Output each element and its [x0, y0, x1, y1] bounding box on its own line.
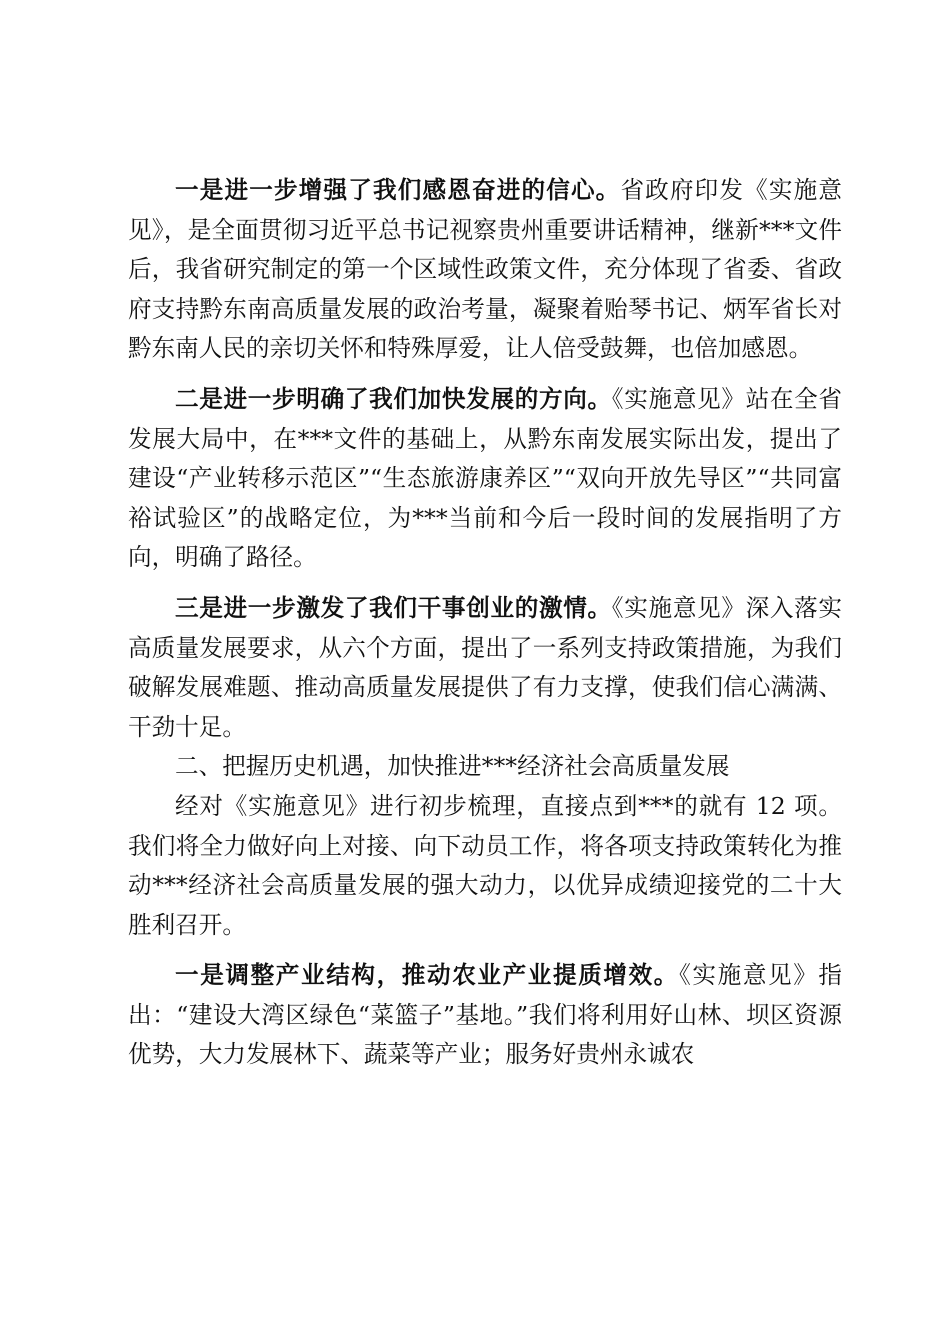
paragraph-4 [128, 787, 842, 945]
paragraph-2-body: 《实施意见》站在全省发展大局中，在***文件的基础上，从黔东南发展实际出发，提出了建设“产业转移示范区”“生态旅游康养区”“双向开放先导区”“共同富裕试验区”的战略定位，为***当前和今后一段时间的发展指明了方向，明确了路径。 [128, 384, 843, 572]
paragraph-5 [128, 956, 842, 1075]
paragraph-3 [128, 589, 842, 747]
paragraph-1-lead: 一是进一步增强了我们感恩奋进的信心。 [175, 176, 621, 204]
paragraph-2 [128, 380, 842, 578]
paragraph-1 [128, 171, 842, 369]
paragraph-1-body: 省政府印发《实施意见》，是全面贯彻习近平总书记视察贵州重要讲话精神，继新***文件后，我省研究制定的第一个区域性政策文件，充分体现了省委、省政府支持黔东南高质量发展的政治考量，凝聚着贻琴书记、炳军省长对黔东南人民的亲切关怀和特殊厚爱，让人倍受鼓舞，也倍加感恩。 [128, 176, 843, 363]
paragraph-3-lead: 三是进一步激发了我们干事创业的激情。 [175, 593, 612, 622]
paragraph-2-lead: 二是进一步明确了我们加快发展的方向。 [175, 384, 612, 413]
paragraph-3-body: 《实施意见》深入落实高质量发展要求，从六个方面，提出了一系列支持政策措施，为我们破解发展难题、推动高质量发展提供了有力支撑，使我们信心满满、干劲十足。 [128, 593, 843, 741]
paragraph-5-body: 《实施意见》指出：“建设大湾区绿色“菜篮子”基地。”我们将利用好山林、坝区资源优势，大力发展林下、蔬菜等产业；服务好贵州永诚农 [128, 961, 843, 1069]
paragraph-4-body: 经对《实施意见》进行初步梳理，直接点到***的就有 12 项。我们将全力做好向上对接、向下动员工作，将各项支持政策转化为推动***经济社会高质量发展的强大动力，以优异成绩迎接党的二十大胜利召开。 [128, 791, 842, 939]
section-heading [128, 747, 842, 787]
paragraph-5-lead: 一是调整产业结构，推动农业产业提质增效。 [175, 961, 680, 990]
section-heading-text: 二、把握历史机遇，加快推进***经济社会高质量发展 [175, 752, 730, 781]
document-body [128, 171, 842, 1075]
